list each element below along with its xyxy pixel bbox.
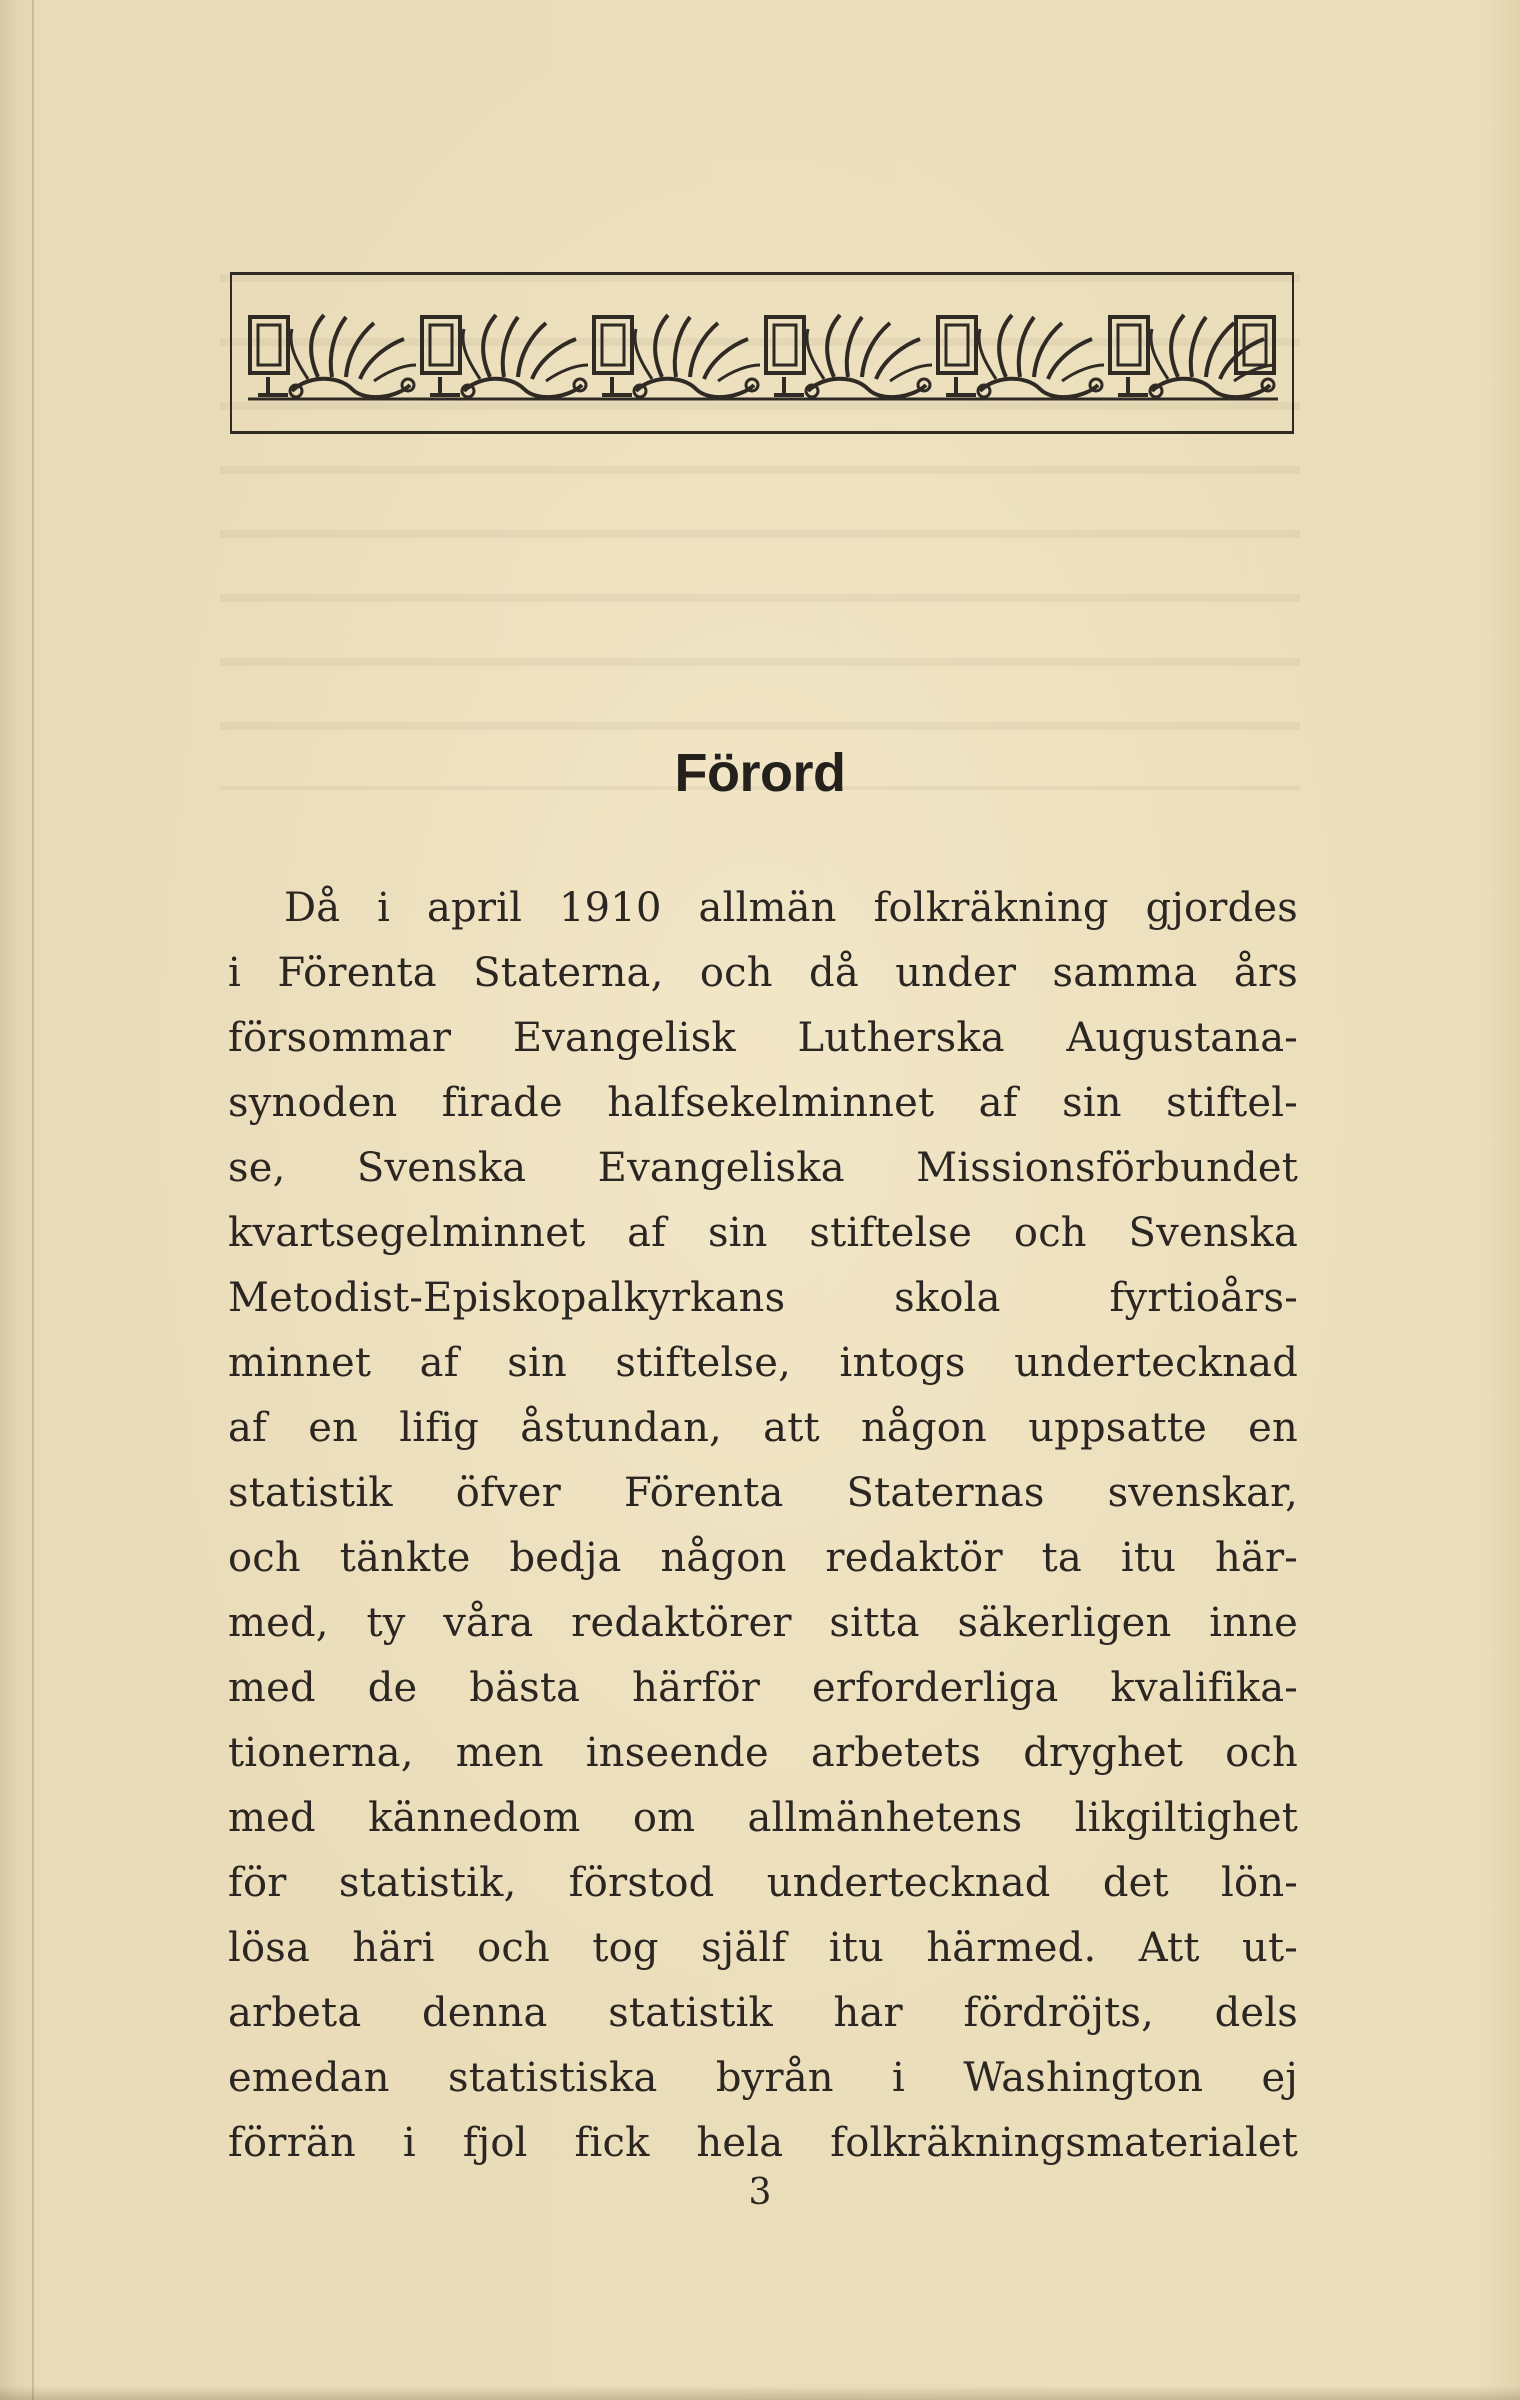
text-line: synoden firade halfsekelminnet af sin stiftel- — [228, 1080, 1298, 1126]
text-line: lösa häri och tog själf itu härmed. Att ut- — [228, 1925, 1298, 1971]
text-line: med de bästa härför erforderliga kvalifika- — [228, 1665, 1298, 1711]
text-line: i Förenta Staterna, och då under samma års — [228, 950, 1298, 996]
text-line: statistik öfver Förenta Staternas svenskar, — [228, 1470, 1298, 1516]
text-line: arbeta denna statistik har fördröjts, dels — [228, 1990, 1298, 2036]
text-line: med, ty våra redaktörer sitta säkerligen inne — [228, 1600, 1298, 1646]
text-line: förrän i fjol fick hela folkräkningsmaterialet — [228, 2120, 1298, 2166]
header-ornament — [230, 272, 1294, 434]
page-number: 3 — [748, 2172, 772, 2213]
text-line: försommar Evangelisk Lutherska Augustana- — [228, 1015, 1298, 1061]
text-line: Då i april 1910 allmän folkräkning gjordes — [284, 885, 1298, 931]
text-line: emedan statistiska byrån i Washington ej — [228, 2055, 1298, 2101]
text-line: med kännedom om allmänhetens likgiltighet — [228, 1795, 1298, 1841]
text-line: för statistik, förstod undertecknad det lön- — [228, 1860, 1298, 1906]
text-line: kvartsegelminnet af sin stiftelse och Svenska — [228, 1210, 1298, 1256]
page-bottom-edge — [0, 2386, 1520, 2400]
page-gutter — [32, 0, 34, 2400]
text-line: tionerna, men inseende arbetets dryghet och — [228, 1730, 1298, 1776]
floral-border-ornament-icon — [248, 305, 1278, 403]
text-line: och tänkte bedja någon redaktör ta itu här- — [228, 1535, 1298, 1581]
text-line: Metodist-Episkopalkyrkans skola fyrtioårs- — [228, 1275, 1298, 1321]
page-title: Förord — [674, 743, 846, 803]
text-line: minnet af sin stiftelse, intogs undertecknad — [228, 1340, 1298, 1386]
text-line: se, Svenska Evangeliska Missionsförbundet — [228, 1145, 1298, 1191]
text-line: af en lifig åstundan, att någon uppsatte en — [228, 1405, 1298, 1451]
body-text — [228, 876, 1298, 2176]
